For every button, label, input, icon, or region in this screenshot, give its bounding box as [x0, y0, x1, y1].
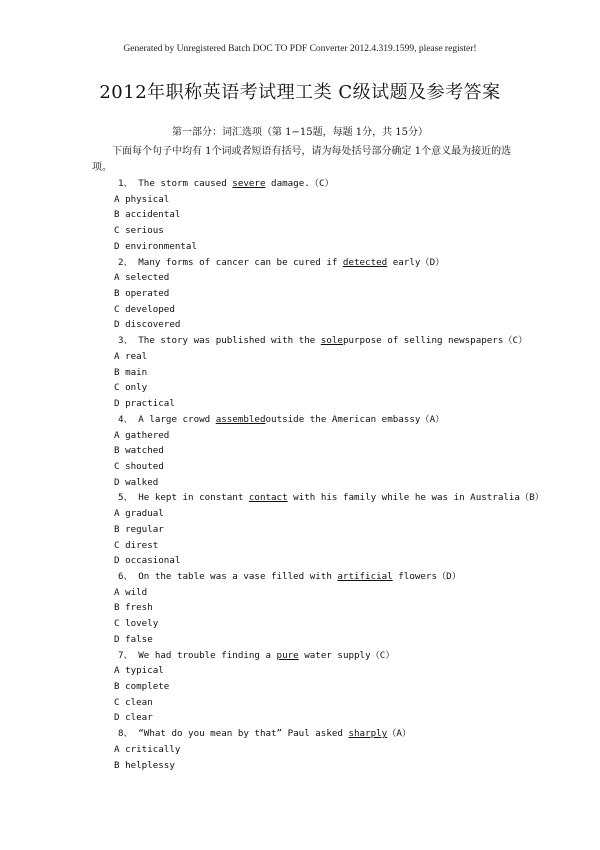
answer-option: D environmental [114, 240, 197, 252]
underlined-keyword: sharply [348, 728, 388, 740]
question-stem [114, 648, 534, 664]
section-heading: 第一部分：词汇选项（第 1−15题，每题 1分，共 15分） [171, 127, 429, 138]
underlined-keyword: sole [320, 335, 343, 347]
answer-option: B helplessy [114, 759, 175, 771]
answer-option: D occasional [114, 555, 181, 567]
instructions: 下面每个句子中均有 1个词或者短语有括号，请为每处括号部分确定 1个意义最为接近的选项。 [92, 146, 512, 173]
answer-option: A physical [114, 193, 170, 205]
question-answer: water supply（C） [298, 649, 395, 661]
question-answer: flowers（D） [392, 570, 461, 582]
question-text: 3、 The story was published with the [118, 335, 321, 347]
answer-option: D discovered [114, 319, 181, 331]
answer-option: C developed [114, 303, 175, 315]
question-answer: damage.（C） [265, 178, 334, 189]
question-answer: early（D） [387, 256, 445, 268]
answer-option: D practical [114, 398, 175, 410]
answer-option: C only [114, 382, 148, 394]
question-answer: outside the American embassy（A） [265, 413, 445, 425]
answer-option: C direst [114, 539, 159, 551]
question-answer: purpose of selling newspapers（C） [342, 335, 528, 347]
answer-option: C lovely [114, 618, 159, 630]
answer-option: B fresh [114, 602, 153, 614]
answer-option: A real [114, 350, 148, 362]
answer-option: A wild [114, 586, 148, 598]
question-text: 4、 A large crowd [118, 413, 216, 425]
answer-option: B regular [114, 523, 164, 535]
answer-option: D false [114, 633, 153, 645]
underlined-keyword: assembled [215, 413, 266, 425]
answer-option: B main [114, 366, 148, 378]
question-stem [114, 255, 534, 271]
answer-option: B watched [114, 445, 164, 457]
question-text: 8、 “What do you mean by that” Paul asked [118, 728, 349, 740]
underlined-keyword: artificial [337, 570, 393, 582]
question-list [114, 176, 544, 773]
answer-option: B operated [114, 288, 170, 300]
question-stem [114, 490, 544, 506]
answer-option: A selected [114, 272, 170, 284]
question-text: 7、 We had trouble finding a [118, 649, 277, 661]
answer-option: C serious [114, 225, 164, 237]
converter-banner: Generated by Unregistered Batch DOC TO PDF Converter 2012.4.319.1599, please register! [123, 44, 477, 54]
question-answer: with his family while he was in Australia（B） [287, 492, 544, 504]
answer-option: C shouted [114, 460, 164, 472]
question-stem [114, 176, 534, 192]
answer-option: B accidental [114, 209, 181, 221]
answer-option: A critically [114, 743, 181, 755]
question-stem [114, 333, 534, 349]
answer-option: D walked [114, 476, 159, 488]
question-answer: （A） [387, 728, 412, 740]
underlined-keyword: detected [342, 256, 388, 268]
question-stem [114, 412, 534, 428]
answer-option: A typical [114, 665, 164, 677]
answer-option: A gradual [114, 508, 164, 520]
answer-option: D clear [114, 712, 153, 724]
question-stem [114, 569, 534, 585]
underlined-keyword: contact [248, 492, 288, 504]
answer-option: B complete [114, 681, 170, 692]
question-text: 6、 On the table was a vase filled with [118, 570, 338, 582]
answer-option: A gathered [114, 429, 170, 441]
page-title: 2012年职称英语考试理工类 C级试题及参考答案 [99, 82, 501, 103]
question-text: 1、 The storm caused [118, 178, 233, 189]
underlined-keyword: pure [276, 649, 299, 661]
answer-option: C clean [114, 696, 153, 708]
underlined-keyword: severe [232, 178, 266, 189]
question-text: 2、 Many forms of cancer can be cured if [118, 256, 343, 268]
question-text: 5、 He kept in constant [118, 492, 249, 504]
question-stem [114, 726, 534, 742]
